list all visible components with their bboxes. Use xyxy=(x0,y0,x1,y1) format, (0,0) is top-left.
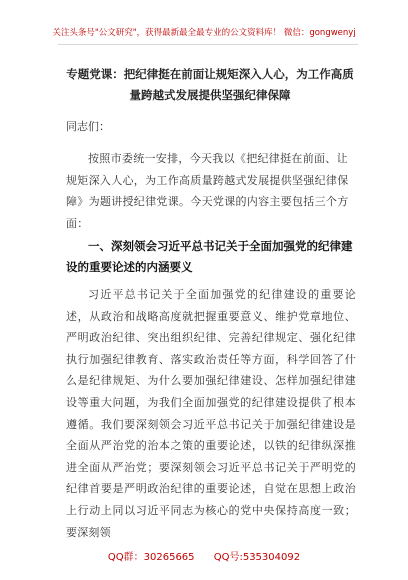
title-line-2: 量跨越式发展提供坚强纪律保障 xyxy=(129,88,291,102)
footer-contact xyxy=(0,548,408,563)
greeting: 同志们： xyxy=(66,120,110,133)
footer-qq-number: QQ号:535304092 xyxy=(213,552,301,563)
title-line-1: 专题党课：把纪律挺在前面让规矩深入人心，为工作高质 xyxy=(66,67,354,81)
header-divider xyxy=(58,44,358,45)
footer-qq-group: QQ群：30265665 xyxy=(107,552,195,563)
section-1-paragraph: 习近平总书记关于全面加强党的纪律建设的重要论述，从政治和战略高度就把握重要意义、维护党章地位、严明政治纪律、突出组织纪律、完善纪律规定、强化纪律执行加强纪律教育、落实政治责任等方面，科学回答了什么是纪律规矩、为什么要加强纪律建设、怎样加强纪律建设等重大问题，为我们全面加强党的纪律建设提供了根本遵循。我们要深刻领会习近平总书记关于加强纪律建设是全面从严治党的治本之策的重要论述，以铁的纪律纵深推进全面从严治党；要深刻领会习近平总书记关于严明党的纪律首要是严明政治纪律的重要论述，自觉在思想上政治上行动上同以习近平同志为核心的党中央保持高度一致；要深刻领 xyxy=(66,288,356,539)
header-banner: 关注头条号"公文研究"，获得最新最全最专业的公文资料库！ 微信：gongwenyj xyxy=(52,28,356,38)
intro-paragraph: 按照市委统一安排，今天我以《把纪律挺在前面、让规矩深入人心，为工作高质量跨越式发展提供坚强纪律保障》为题讲授纪律党课。今天党课的内容主要包括三个方面： xyxy=(66,152,349,230)
document-title xyxy=(66,64,354,106)
section-1-heading: 一、深刻领会习近平总书记关于全面加强党的纪律建设的重要论述的内涵要义 xyxy=(66,239,353,274)
